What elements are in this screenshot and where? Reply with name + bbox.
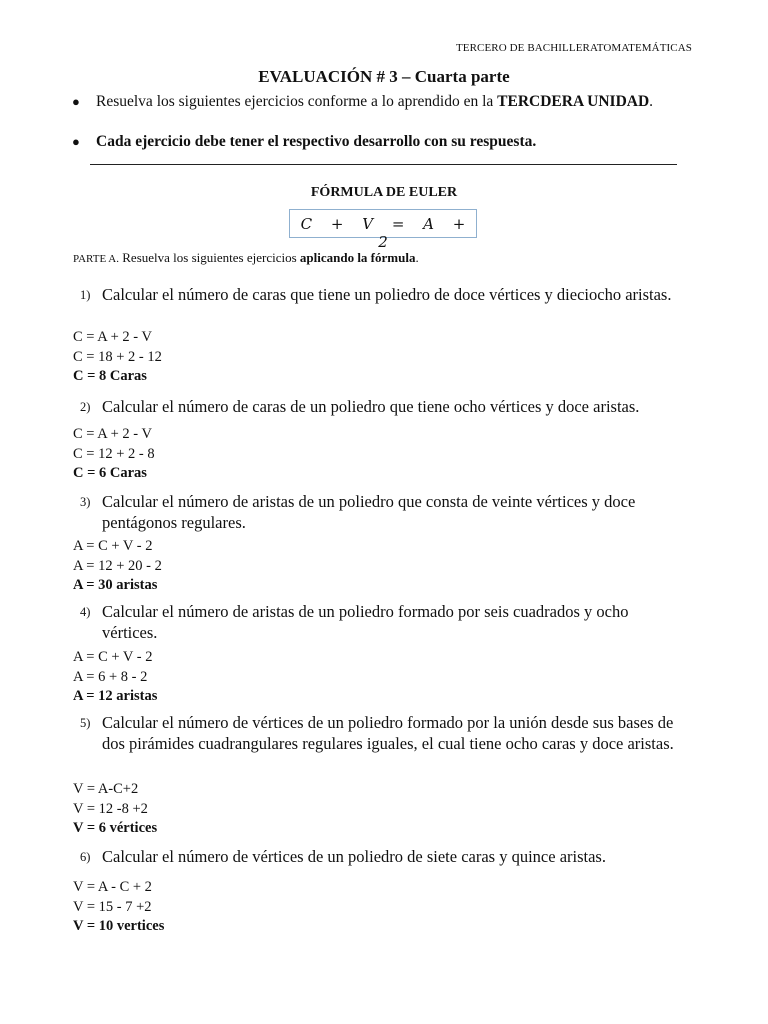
work-step: A = 6 + 8 - 2 — [73, 668, 148, 685]
exercise-work — [73, 328, 162, 387]
instruction-bold: TERCDERA UNIDAD — [497, 93, 650, 110]
formula-title: FÓRMULA DE EULER — [310, 185, 458, 200]
section-end: . — [415, 250, 419, 265]
question-text: Calcular el número de caras de un poliedro que tiene ocho vértices y doce aristas. — [102, 397, 640, 416]
work-result: V = 6 vértices — [73, 820, 158, 836]
instruction-text: Cada ejercicio debe tener el respectivo desarrollo con su respuesta. — [96, 133, 537, 150]
work-step: V = A-C+2 — [73, 781, 139, 797]
formula-box — [289, 209, 477, 251]
bullet-icon: ● — [72, 94, 80, 109]
work-step: C = 18 + 2 - 12 — [73, 348, 162, 365]
work-step: V = 12 -8 +2 — [73, 800, 148, 817]
instruction-end: . — [649, 93, 654, 110]
exercise-question — [80, 491, 680, 533]
work-step: V = A - C + 2 — [73, 879, 152, 895]
exercise-number: 6) — [80, 850, 91, 864]
question-text: Calcular el número de vértices de un poliedro formado por la unión desde sus bases de dos pirámides cuadrangulares regulares iguales, el cual tiene ocho caras y doce aristas. — [102, 713, 674, 753]
work-step: C = A + 2 - V — [73, 426, 152, 442]
work-step: V = 15 - 7 +2 — [73, 898, 152, 915]
exercise-question — [80, 396, 680, 417]
work-result: V = 10 vertices — [73, 918, 165, 934]
instruction-item — [72, 93, 694, 133]
work-step: C = A + 2 - V — [73, 329, 152, 345]
work-result: A = 30 aristas — [73, 577, 158, 593]
exercise-number: 5) — [80, 716, 91, 730]
question-text: Calcular el número de aristas de un poliedro formado por seis cuadrados y ocho vértices. — [102, 602, 629, 642]
exercise-number: 1) — [80, 288, 91, 302]
question-text: Calcular el número de caras que tiene un poliedro de doce vértices y dieciocho aristas. — [102, 285, 672, 304]
page-title: EVALUACIÓN # 3 – Cuarta parte — [258, 67, 510, 86]
bullet-icon: ● — [72, 134, 80, 149]
instruction-item — [72, 133, 694, 151]
divider — [90, 164, 677, 165]
exercise-number: 4) — [80, 605, 91, 619]
work-result: A = 12 aristas — [73, 688, 158, 704]
exercise-question — [80, 601, 680, 643]
work-step: C = 12 + 2 - 8 — [73, 445, 155, 462]
exercise-work — [73, 878, 164, 937]
euler-formula: C + V = A + 2 — [300, 215, 466, 251]
section-bold: aplicando la fórmula — [299, 250, 416, 265]
exercise-number: 2) — [80, 400, 91, 414]
work-step: A = C + V - 2 — [73, 538, 153, 554]
exercise-question — [80, 284, 680, 305]
exercise-work — [73, 537, 162, 596]
exercise-number: 3) — [80, 495, 91, 509]
instructions-list — [72, 93, 694, 151]
work-step: A = C + V - 2 — [73, 649, 153, 665]
work-result: C = 6 Caras — [73, 465, 147, 481]
question-text: Calcular el número de aristas de un poliedro que consta de veinte vértices y doce pentágonos regulares. — [102, 492, 636, 532]
exercise-work — [73, 780, 157, 839]
work-step: A = 12 + 20 - 2 — [73, 557, 162, 574]
question-text: Calcular el número de vértices de un poliedro de siete caras y quince aristas. — [102, 847, 606, 866]
exercise-work — [73, 425, 155, 484]
exercise-question — [80, 712, 680, 754]
header-course-label: TERCERO DE BACHILLERATOMATEMÁTICAS — [455, 42, 692, 54]
section-intro — [73, 250, 419, 266]
exercise-question — [80, 846, 680, 867]
section-label: PARTE A. — [73, 253, 120, 265]
exercise-work — [73, 648, 157, 707]
section-text: Resuelva los siguientes ejercicios — [119, 250, 300, 265]
instruction-text: Resuelva los siguientes ejercicios conforme a lo aprendido en la — [96, 93, 498, 110]
work-result: C = 8 Caras — [73, 368, 147, 384]
